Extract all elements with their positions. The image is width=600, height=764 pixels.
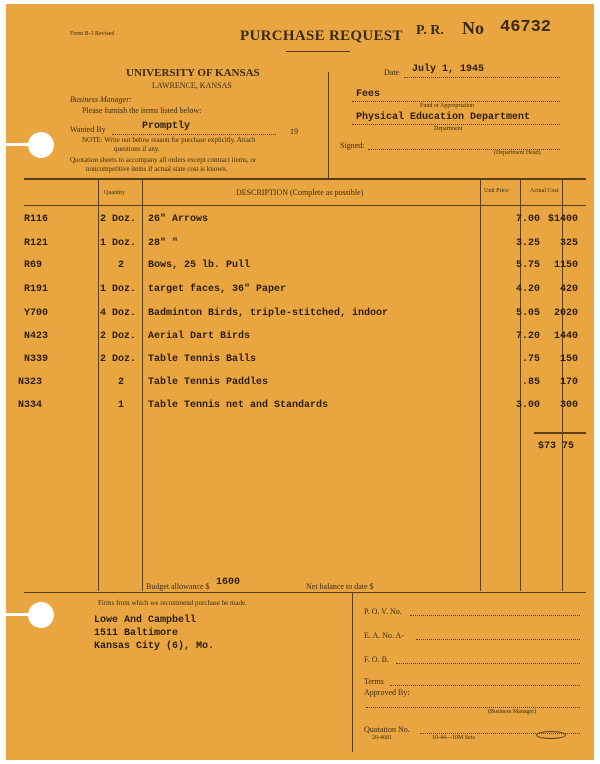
- net-balance-label: Net balance to date $: [306, 582, 374, 591]
- item-unit-price: 5.05: [515, 308, 540, 319]
- item-code: Y700: [24, 308, 49, 319]
- item-code: R69: [24, 260, 43, 271]
- item-code: N323: [18, 377, 43, 388]
- item-description: Table Tennis Balls: [148, 354, 257, 365]
- table-row: [6, 377, 594, 391]
- item-quantity: 2 Doz.: [100, 354, 137, 365]
- item-description: Aerial Dart Birds: [148, 331, 251, 342]
- item-description: Table Tennis Paddles: [148, 377, 269, 388]
- quotation-number-label: Quotation No.: [364, 725, 410, 734]
- quotation-note-1: Quotation sheets to accompany all orders except contract items, or: [70, 156, 257, 164]
- item-actual-cost: $1400: [547, 214, 578, 225]
- department-label: Department: [434, 126, 463, 132]
- note-line-1: NOTE: Write out below reason for purchase explicitly. Attach: [82, 136, 256, 144]
- item-description: Table Tennis net and Standards: [148, 400, 329, 411]
- fund-value: Fees: [356, 89, 381, 100]
- item-code: R116: [24, 214, 49, 225]
- department-value: Physical Education Department: [356, 112, 531, 123]
- item-code: R191: [24, 284, 49, 295]
- item-actual-cost: 1440: [553, 331, 578, 342]
- item-description: 26" Arrows: [148, 214, 209, 225]
- fund-label: Fund or Appropriation: [420, 103, 474, 109]
- item-code: N334: [18, 400, 43, 411]
- table-row: [6, 331, 594, 345]
- column-header-quantity: Quantity: [104, 190, 125, 196]
- print-code: 20-4681: [372, 735, 392, 741]
- item-code: N423: [24, 331, 49, 342]
- item-actual-cost: 1150: [553, 260, 578, 271]
- budget-allowance-label: Budget allowance $: [146, 582, 210, 591]
- item-actual-cost: 170: [559, 377, 578, 388]
- business-manager-label: Business Manager:: [70, 95, 132, 104]
- date-label: Date: [384, 68, 400, 77]
- budget-allowance-value: 1600: [216, 577, 241, 588]
- item-quantity: 2: [118, 377, 125, 388]
- purchase-request-form: [6, 4, 594, 760]
- item-description: Bows, 25 lb. Pull: [148, 260, 251, 271]
- university-city: LAWRENCE, KANSAS: [152, 81, 232, 90]
- item-description: 28" ": [148, 238, 179, 249]
- item-actual-cost: 300: [559, 400, 578, 411]
- please-furnish-text: Please furnish the items listed below:: [82, 106, 202, 115]
- firm-street: 1511 Baltimore: [94, 628, 179, 639]
- firms-recommended-label: Firms from which we recommend purchase be made.: [98, 599, 247, 607]
- year-prefix: 19: [290, 127, 298, 136]
- pr-label: P. R.: [416, 23, 444, 38]
- item-actual-cost: 2020: [553, 308, 578, 319]
- binder-slot-top: [6, 143, 30, 146]
- item-quantity: 2: [118, 260, 125, 271]
- note-line-2: questions if any.: [114, 145, 160, 153]
- fob-label: F. O. B.: [364, 655, 389, 664]
- item-description: Badminton Birds, triple-stitched, indoor: [148, 308, 389, 319]
- item-quantity: 2 Doz.: [100, 331, 137, 342]
- item-code: R121: [24, 238, 49, 249]
- form-number: Form B-1 Revised: [70, 31, 115, 37]
- item-description: target faces, 36" Paper: [148, 284, 287, 295]
- table-row: [6, 284, 594, 298]
- item-actual-cost: 325: [559, 238, 578, 249]
- column-header-unit-price: Unit Price: [484, 188, 509, 194]
- item-actual-cost: 420: [559, 284, 578, 295]
- quotation-note-2: noncompetitive items if actual state cost is known.: [86, 165, 228, 173]
- binder-slot-bottom: [6, 613, 30, 616]
- item-code: N339: [24, 354, 49, 365]
- table-row: [6, 308, 594, 322]
- department-head-label: (Department Head): [494, 150, 541, 156]
- binder-hole-top: [28, 132, 54, 158]
- pov-number-label: P. O. V. No.: [364, 607, 402, 616]
- item-quantity: 1 Doz.: [100, 284, 137, 295]
- item-quantity: 2 Doz.: [100, 214, 137, 225]
- item-unit-price: 7.00: [515, 214, 540, 225]
- union-label-icon: [536, 731, 566, 739]
- wanted-by-value: Promptly: [142, 121, 191, 132]
- column-header-description: DESCRIPTION (Complete as possible): [236, 188, 364, 197]
- item-quantity: 1 Doz.: [100, 238, 137, 249]
- binder-hole-bottom: [28, 602, 54, 628]
- wanted-by-label: Wanted By: [70, 125, 106, 134]
- item-unit-price: .85: [521, 377, 540, 388]
- signed-label: Signed:: [340, 141, 365, 150]
- firm-city: Kansas City (6), Mo.: [94, 641, 215, 652]
- table-row: [6, 400, 594, 414]
- item-actual-cost: 150: [559, 354, 578, 365]
- table-row: [6, 214, 594, 228]
- firm-name: Lowe And Campbell: [94, 615, 197, 626]
- approved-by-label: Approved By:: [364, 688, 410, 697]
- business-manager-caption: (Business Manager): [488, 709, 537, 715]
- column-header-actual-cost: Actual Cost: [530, 188, 559, 194]
- print-run: 10-44—10M Sets: [432, 735, 475, 741]
- item-unit-price: 3.25: [515, 238, 540, 249]
- table-row: [6, 238, 594, 252]
- ea-number-label: E. A. No. A-: [364, 631, 404, 640]
- date-value: July 1, 1945: [412, 64, 485, 75]
- total-cost: $73 75: [538, 441, 575, 452]
- page-title: PURCHASE REQUEST: [240, 28, 403, 44]
- table-row: [6, 260, 594, 274]
- item-unit-price: 4.20: [515, 284, 540, 295]
- item-unit-price: .75: [521, 354, 540, 365]
- terms-label: Terms: [364, 677, 384, 686]
- pr-number: 46732: [500, 18, 552, 37]
- item-unit-price: 3.00: [515, 400, 540, 411]
- table-row: [6, 354, 594, 368]
- university-name: UNIVERSITY OF KANSAS: [126, 67, 260, 79]
- item-unit-price: 7.20: [515, 331, 540, 342]
- number-label: No: [462, 18, 484, 38]
- item-quantity: 1: [118, 400, 125, 411]
- item-unit-price: 5.75: [515, 260, 540, 271]
- item-quantity: 4 Doz.: [100, 308, 137, 319]
